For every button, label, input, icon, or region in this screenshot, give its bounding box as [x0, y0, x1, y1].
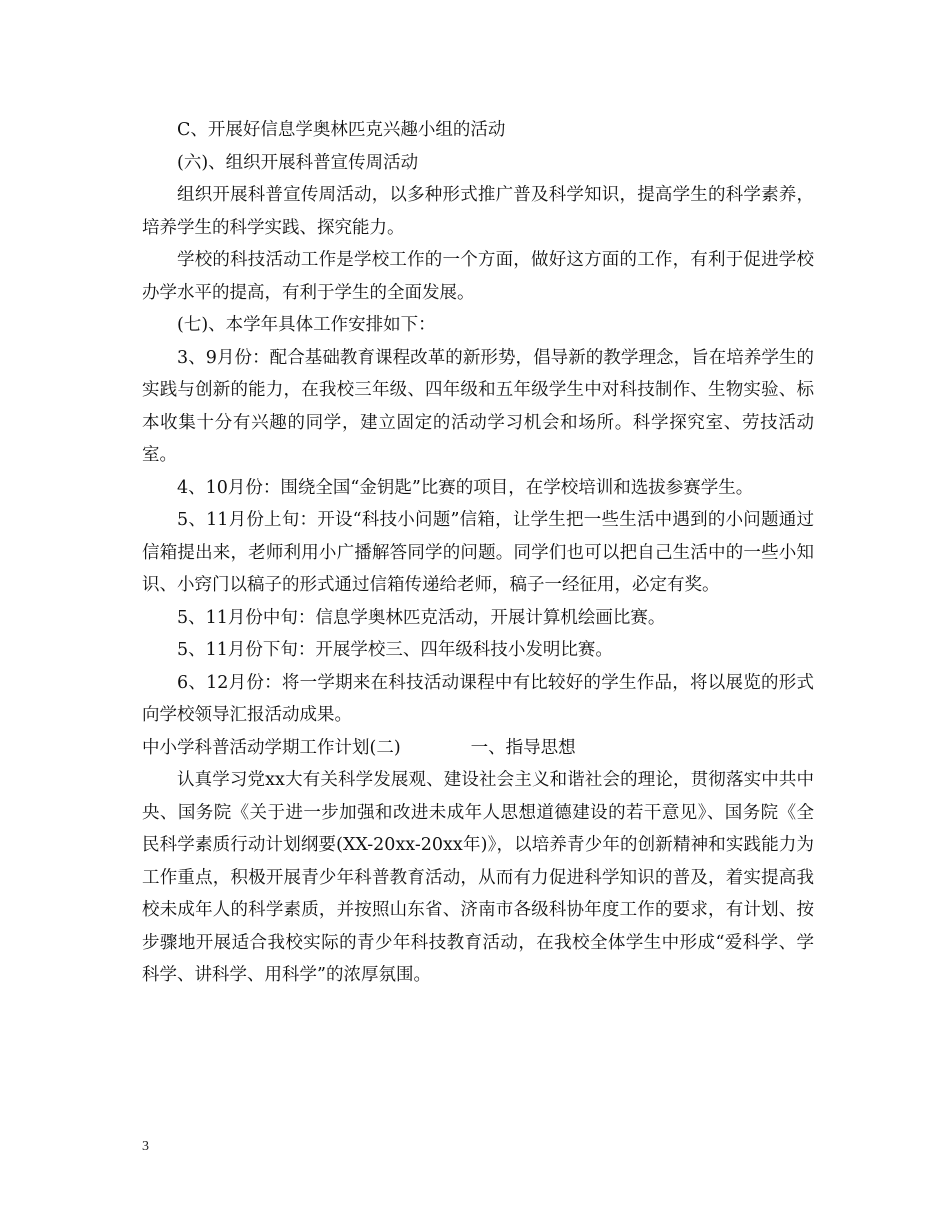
section-heading-seven: (七)、本学年具体工作安排如下：: [177, 315, 436, 335]
schedule-october: 4、10月份：围绕全国“金钥匙”比赛的项目，在学校培训和选拔参赛学生。: [177, 477, 754, 498]
schedule-november-late: 5、11月份下旬：开展学校三、四年级科技小发明比赛。: [177, 640, 613, 660]
paragraph-science-week: 组织开展科普宣传周活动，以多种形式推广普及科学知识，提高学生的科学素养，培养学生的科学实践、探究能力。: [142, 185, 814, 238]
page-number: 3: [142, 1139, 149, 1154]
document-body: [142, 114, 814, 992]
paragraph-guiding-thought: 认真学习党xx大有关科学发展观、建设社会主义和谐社会的理论，贯彻落实中共中央、国务院《关于进一步加强和改进未成年人思想道德建设的若干意见》、国务院《全民科学素质行动计划纲要(XX-20xx-20xx年)》，以培养青少年的创新精神和实践能力为工作重点，积极开展青少年科普教育活动，从而有力促进科学知识的普及，着实提高我校未成年人的科学素质，并按照山东省、济南市各级科协年度工作的要求，有计划、按步骤地开展适合我校实际的青少年科技教育活动，在我校全体学生中形成“爱科学、学科学、讲科学、用科学”的浓厚氛围。: [142, 770, 814, 985]
section-heading-six: (六)、组织开展科普宣传周活动: [177, 152, 419, 173]
schedule-september: 3、9月份：配合基础教育课程改革的新形势，倡导新的教学理念，旨在培养学生的实践与创新的能力，在我校三年级、四年级和五年级学生中对科技制作、生物实验、标本收集十分有兴趣的同学，建立固定的活动学习机会和场所。科学探究室、劳技活动室。: [142, 347, 814, 465]
schedule-november-early: 5、11月份上旬：开设“科技小问题”信箱，让学生把一些生活中遇到的小问题通过信箱提出来，老师利用小广播解答同学的问题。同学们也可以把自己生活中的一些小知识、小窍门以稿子的形式通过信箱传递给老师，稿子一经征用，必定有奖。: [142, 510, 814, 595]
plan-heading-line: [142, 732, 814, 765]
paragraph-item-c: C、开展好信息学奥林匹克兴趣小组的活动: [177, 120, 506, 140]
schedule-november-mid: 5、11月份中旬：信息学奥林匹克活动，开展计算机绘画比赛。: [177, 607, 666, 628]
schedule-december: 6、12月份：将一学期来在科技活动课程中有比较好的学生作品，将以展览的形式向学校领导汇报活动成果。: [142, 672, 814, 725]
paragraph-school-activities: 学校的科技活动工作是学校工作的一个方面，做好这方面的工作，有利于促进学校办学水平的提高，有利于学生的全面发展。: [142, 250, 814, 303]
plan-title: 中小学科普活动学期工作计划(二): [142, 737, 401, 758]
section-guiding-thought: 一、指导思想: [470, 737, 576, 758]
